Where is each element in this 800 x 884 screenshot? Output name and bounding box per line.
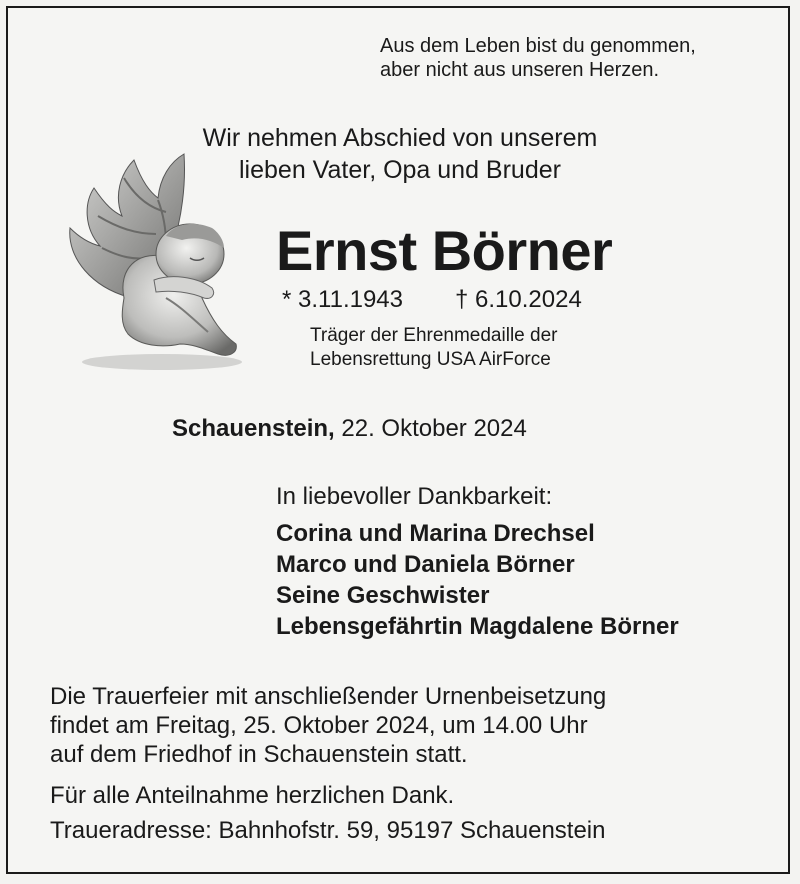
birth-date: * 3.11.1943 bbox=[282, 286, 403, 313]
signer: Corina und Marina Drechsel bbox=[276, 520, 595, 547]
signers-list bbox=[276, 518, 679, 642]
quote-line: Aus dem Leben bist du genommen, bbox=[380, 35, 696, 57]
signer: Marco und Daniela Börner bbox=[276, 551, 575, 578]
angel-figure-icon bbox=[62, 148, 248, 376]
funeral-info bbox=[50, 682, 606, 769]
honor-line: Träger der Ehrenmedaille der bbox=[310, 325, 558, 346]
funeral-line: Die Trauerfeier mit anschließender Urnenbeisetzung bbox=[50, 683, 607, 710]
closing-thanks: Für alle Anteilnahme herzlichen Dank. bbox=[50, 782, 455, 809]
intro-line: Wir nehmen Abschied von unserem bbox=[202, 124, 598, 152]
quote-line: aber nicht aus unseren Herzen. bbox=[380, 59, 660, 81]
intro-line: lieben Vater, Opa und Bruder bbox=[239, 156, 561, 184]
honor-line: Lebensrettung USA AirForce bbox=[310, 349, 551, 370]
life-dates bbox=[282, 285, 582, 315]
funeral-line: auf dem Friedhof in Schauenstein statt. bbox=[50, 741, 468, 768]
deceased-name: Ernst Börner bbox=[276, 219, 613, 282]
memorial-quote bbox=[380, 34, 696, 82]
signer: Seine Geschwister bbox=[276, 582, 490, 609]
funeral-line: findet am Freitag, 25. Oktober 2024, um 14.00 Uhr bbox=[50, 712, 588, 739]
notice-date: 22. Oktober 2024 bbox=[341, 415, 527, 442]
honor-note bbox=[310, 324, 557, 372]
death-date: † 6.10.2024 bbox=[455, 286, 582, 313]
place-name: Schauenstein, bbox=[172, 415, 335, 442]
signer: Lebensgefährtin Magdalene Börner bbox=[276, 613, 679, 640]
mourning-address: Traueradresse: Bahnhofstr. 59, 95197 Schauenstein bbox=[50, 817, 606, 844]
thanks-heading: In liebevoller Dankbarkeit: bbox=[276, 483, 553, 510]
place-and-date bbox=[172, 414, 527, 444]
